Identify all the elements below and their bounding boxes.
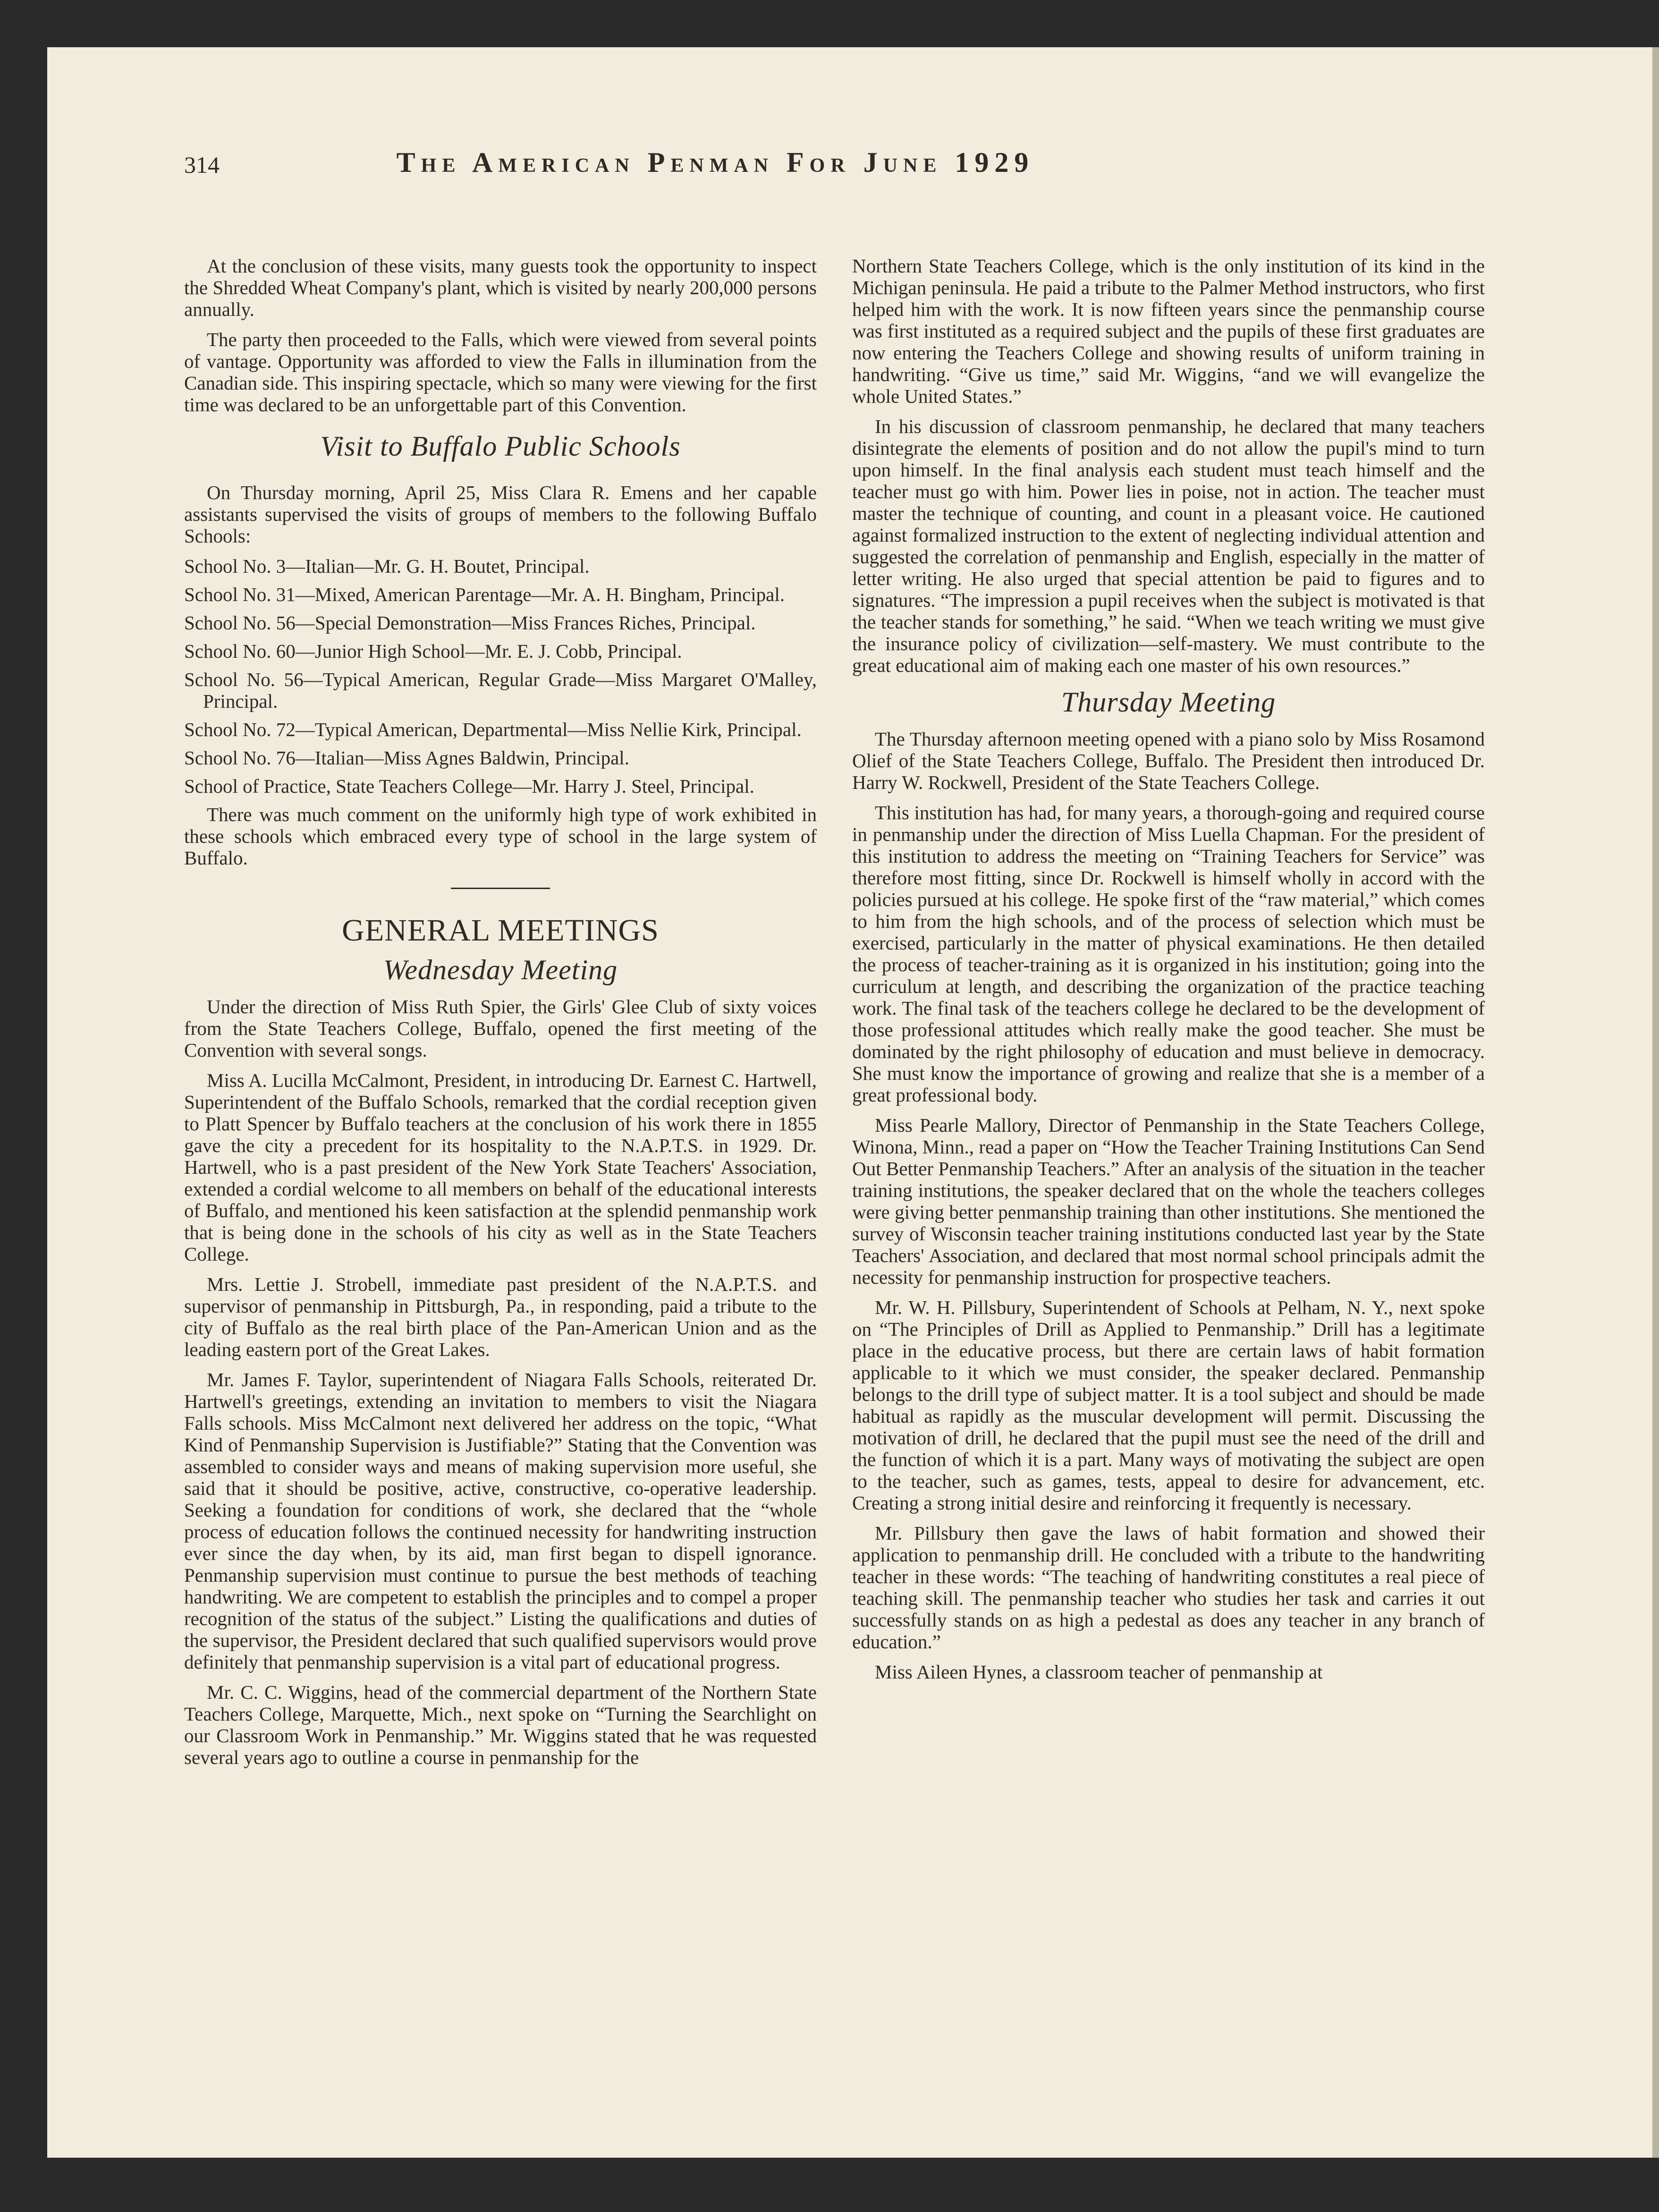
school-list-item: School No. 3—Italian—Mr. G. H. Boutet, Principal. (184, 555, 590, 577)
paragraph: Mr. Pillsbury then gave the laws of habit formation and showed their application to penmanship drill. He concluded with a tribute to the handwriting teacher in these words: “The teaching of handwriting constitutes a real piece of teaching skill. The penmanship teacher who studies her task and carries it out successfully stands on as high a pedestal as does any teacher in any branch of education.” (852, 1522, 1485, 1653)
paragraph: At the conclusion of these visits, many guests took the opportunity to inspect the Shredded Wheat Company's plant, which is visited by nearly 200,000 persons annually. (184, 255, 817, 320)
paragraph: Mr. James F. Taylor, superintendent of Niagara Falls Schools, reiterated Dr. Hartwell's greetings, extending an invitation to members to visit the Niagara Falls schools. Miss McCalmont next delivered her address on the topic, “What Kind of Penmanship Supervision is Justifiable?” Stating that the Convention was assembled to consider ways and means of making supervision more useful, she said that it should be positive, active, constructive, co-operative leadership. Seeking a foundation for conditions of work, she declared that the “whole process of education follows the continued necessity for handwriting instruction ever since the day when, by its aid, man first began to dispell ignorance. Penmanship supervision must continue to pursue the best methods of teaching handwriting. We are competent to establish the principles and to compel a proper recognition of the status of the subject.” Listing the qualifications and duties of the supervisor, the President declared that such qualified supervisors would prove definitely that penmanship supervision is a vital part of educational progress. (184, 1369, 817, 1673)
paragraph: Mr. W. H. Pillsbury, Superintendent of Schools at Pelham, N. Y., next spoke on “The Principles of Drill as Applied to Penmanship.” Drill has a legitimate place in the educative process, but there are certain laws of habit formation applicable to it which we must consider, the speaker declared. Penmanship belongs to the drill type of subject matter. It is a tool subject and should be made habitual as rapidly as the muscular development will permit. Discussing the motivation of drill, he declared that the pupil must see the need of the drill and the function of which it is a part. Many ways of motivating the subject are open to the teacher, such as games, tests, appeal to desire for advancement, etc. Creating a strong initial desire and reinforcing it frequently is necessary. (852, 1297, 1485, 1514)
school-list-item: School No. 56—Typical American, Regular Grade—Miss Margaret O'Malley, Principal. (184, 669, 817, 712)
school-list-item: School No. 31—Mixed, American Parentage—Mr. A. H. Bingham, Principal. (184, 584, 785, 605)
paragraph: Miss Aileen Hynes, a classroom teacher of penmanship at (875, 1661, 1323, 1683)
paragraph: On Thursday morning, April 25, Miss Clara R. Emens and her capable assistants supervised the visits of groups of members to the following Buffalo Schools: (184, 482, 817, 547)
school-list-item: School No. 76—Italian—Miss Agnes Baldwin, Principal. (184, 747, 629, 769)
page-number: 314 (184, 152, 220, 178)
right-column (852, 255, 1485, 1691)
school-list-item: School of Practice, State Teachers College—Mr. Harry J. Steel, Principal. (184, 775, 754, 797)
school-list-item: School No. 72—Typical American, Departmental—Miss Nellie Kirk, Principal. (184, 719, 802, 740)
journal-title: The American Penman For June 1929 (396, 147, 1034, 178)
paragraph: Miss A. Lucilla McCalmont, President, in introducing Dr. Earnest C. Hartwell, Superintendent of the Buffalo Schools, remarked that the cordial reception given to Platt Spencer by Buffalo teachers at the conclusion of his work there in 1855 gave the city a precedent for its hospitality to the N.A.P.T.S. in 1929. Dr. Hartwell, who is a past president of the New York State Teachers' Association, extended a cordial welcome to all members on behalf of the educational interests of Buffalo, and mentioned his keen satisfaction at the splendid penmanship work that is being done in the schools of his city as well as in the State Teachers College. (184, 1069, 817, 1265)
left-column (184, 255, 817, 1777)
paragraph: The party then proceeded to the Falls, which were viewed from several points of vantage. Opportunity was afforded to view the Falls in illumination from the Canadian side. This inspiring spectacle, which so many were viewing for the first time was declared to be an unforgettable part of this Convention. (184, 329, 817, 415)
school-list-item: School No. 56—Special Demonstration—Miss Frances Riches, Principal. (184, 612, 756, 634)
wednesday-meeting-heading: Wednesday Meeting (383, 954, 618, 985)
paragraph: There was much comment on the uniformly high type of work exhibited in these schools which embraced every type of school in the large system of Buffalo. (184, 804, 817, 869)
school-list-item: School No. 60—Junior High School—Mr. E. J. Cobb, Principal. (184, 640, 682, 662)
section-heading-visit: Visit to Buffalo Public Schools (320, 431, 681, 462)
divider-rule (451, 888, 550, 889)
paragraph: This institution has had, for many years, a thorough-going and required course in penmanship under the direction of Miss Luella Chapman. For the president of this institution to address the meeting on “Training Teachers for Service” was therefore most fitting, since Dr. Rockwell is himself wholly in accord with the policies pursued at his college. He spoke first of the “raw material,” which comes to him from the high schools, and of the process of selection which must be exercised, particularly in the matter of physical examinations. He then detailed the process of teacher-training as it is organized in his institution; going into the curriculum at length, and describing the organization of the practice teaching work. The final task of the teachers college he declared to be the development of those professional attitudes which really make the good teacher. She must be dominated by the right philosophy of education and must believe in democracy. She must know the importance of growing and realize that she is a member of a great professional body. (852, 802, 1485, 1106)
magazine-page (47, 47, 1659, 2158)
running-head (184, 146, 1246, 203)
paragraph: Under the direction of Miss Ruth Spier, the Girls' Glee Club of sixty voices from the State Teachers College, Buffalo, opened the first meeting of the Convention with several songs. (184, 996, 817, 1061)
paragraph: The Thursday afternoon meeting opened with a piano solo by Miss Rosamond Olief of the State Teachers College, Buffalo. The President then introduced Dr. Harry W. Rockwell, President of the State Teachers College. (852, 728, 1485, 793)
thursday-meeting-heading: Thursday Meeting (1061, 686, 1276, 718)
general-meetings-heading: GENERAL MEETINGS (342, 913, 659, 948)
paragraph: Northern State Teachers College, which is the only institution of its kind in the Michigan peninsula. He paid a tribute to the Palmer Method instructors, who first helped him with the work. It is now fifteen years since the penmanship course was first instituted as a required subject and the pupils of these first graduates are now entering the Teachers College and showing results of uniform training in handwriting. “Give us time,” said Mr. Wiggins, “and we will evangelize the whole United States.” (852, 255, 1485, 407)
page-edge (1652, 47, 1659, 2158)
paragraph: Mrs. Lettie J. Strobell, immediate past president of the N.A.P.T.S. and supervisor of penmanship in Pittsburgh, Pa., in responding, paid a tribute to the city of Buffalo as the real birth place of the Pan-American Union and as the leading eastern port of the Great Lakes. (184, 1273, 817, 1360)
paragraph: Miss Pearle Mallory, Director of Penmanship in the State Teachers College, Winona, Minn., read a paper on “How the Teacher Training Institutions Can Send Out Better Penmanship Teachers.” After an analysis of the situation in the teacher training institutions, the speaker declared that on the whole the teachers colleges were giving better penmanship training than other institutions. She mentioned the survey of Wisconsin teacher training institutions conducted last year by the State Teachers' Association, and declared that most normal school principals admit the necessity for penmanship instruction for prospective teachers. (852, 1114, 1485, 1288)
paragraph: In his discussion of classroom penmanship, he declared that many teachers disintegrate the elements of position and do not allow the pupil's mind to turn upon himself. In the final analysis each student must teach himself and the teacher must go with him. Power lies in poise, not in action. The teacher must master the technique of counting, and count in a pleasant voice. He cautioned against formalized instruction to the extent of neglecting individual attention and suggested the correlation of penmanship and English, especially in the matter of letter writing. He also urged that special attention be paid to figures and to signatures. “The impression a pupil receives when the subject is motivated is that the teacher stands for something,” he said. “When we teach writing we must give the insurance policy of civilization—self-mastery. We must contribute to the great educational aim of making each one master of his own resources.” (852, 415, 1485, 676)
paragraph: Mr. C. C. Wiggins, head of the commercial department of the Northern State Teachers College, Marquette, Mich., next spoke on “Turning the Searchlight on our Classroom Work in Penmanship.” Mr. Wiggins stated that he was requested several years ago to outline a course in penmanship for the (184, 1681, 817, 1768)
